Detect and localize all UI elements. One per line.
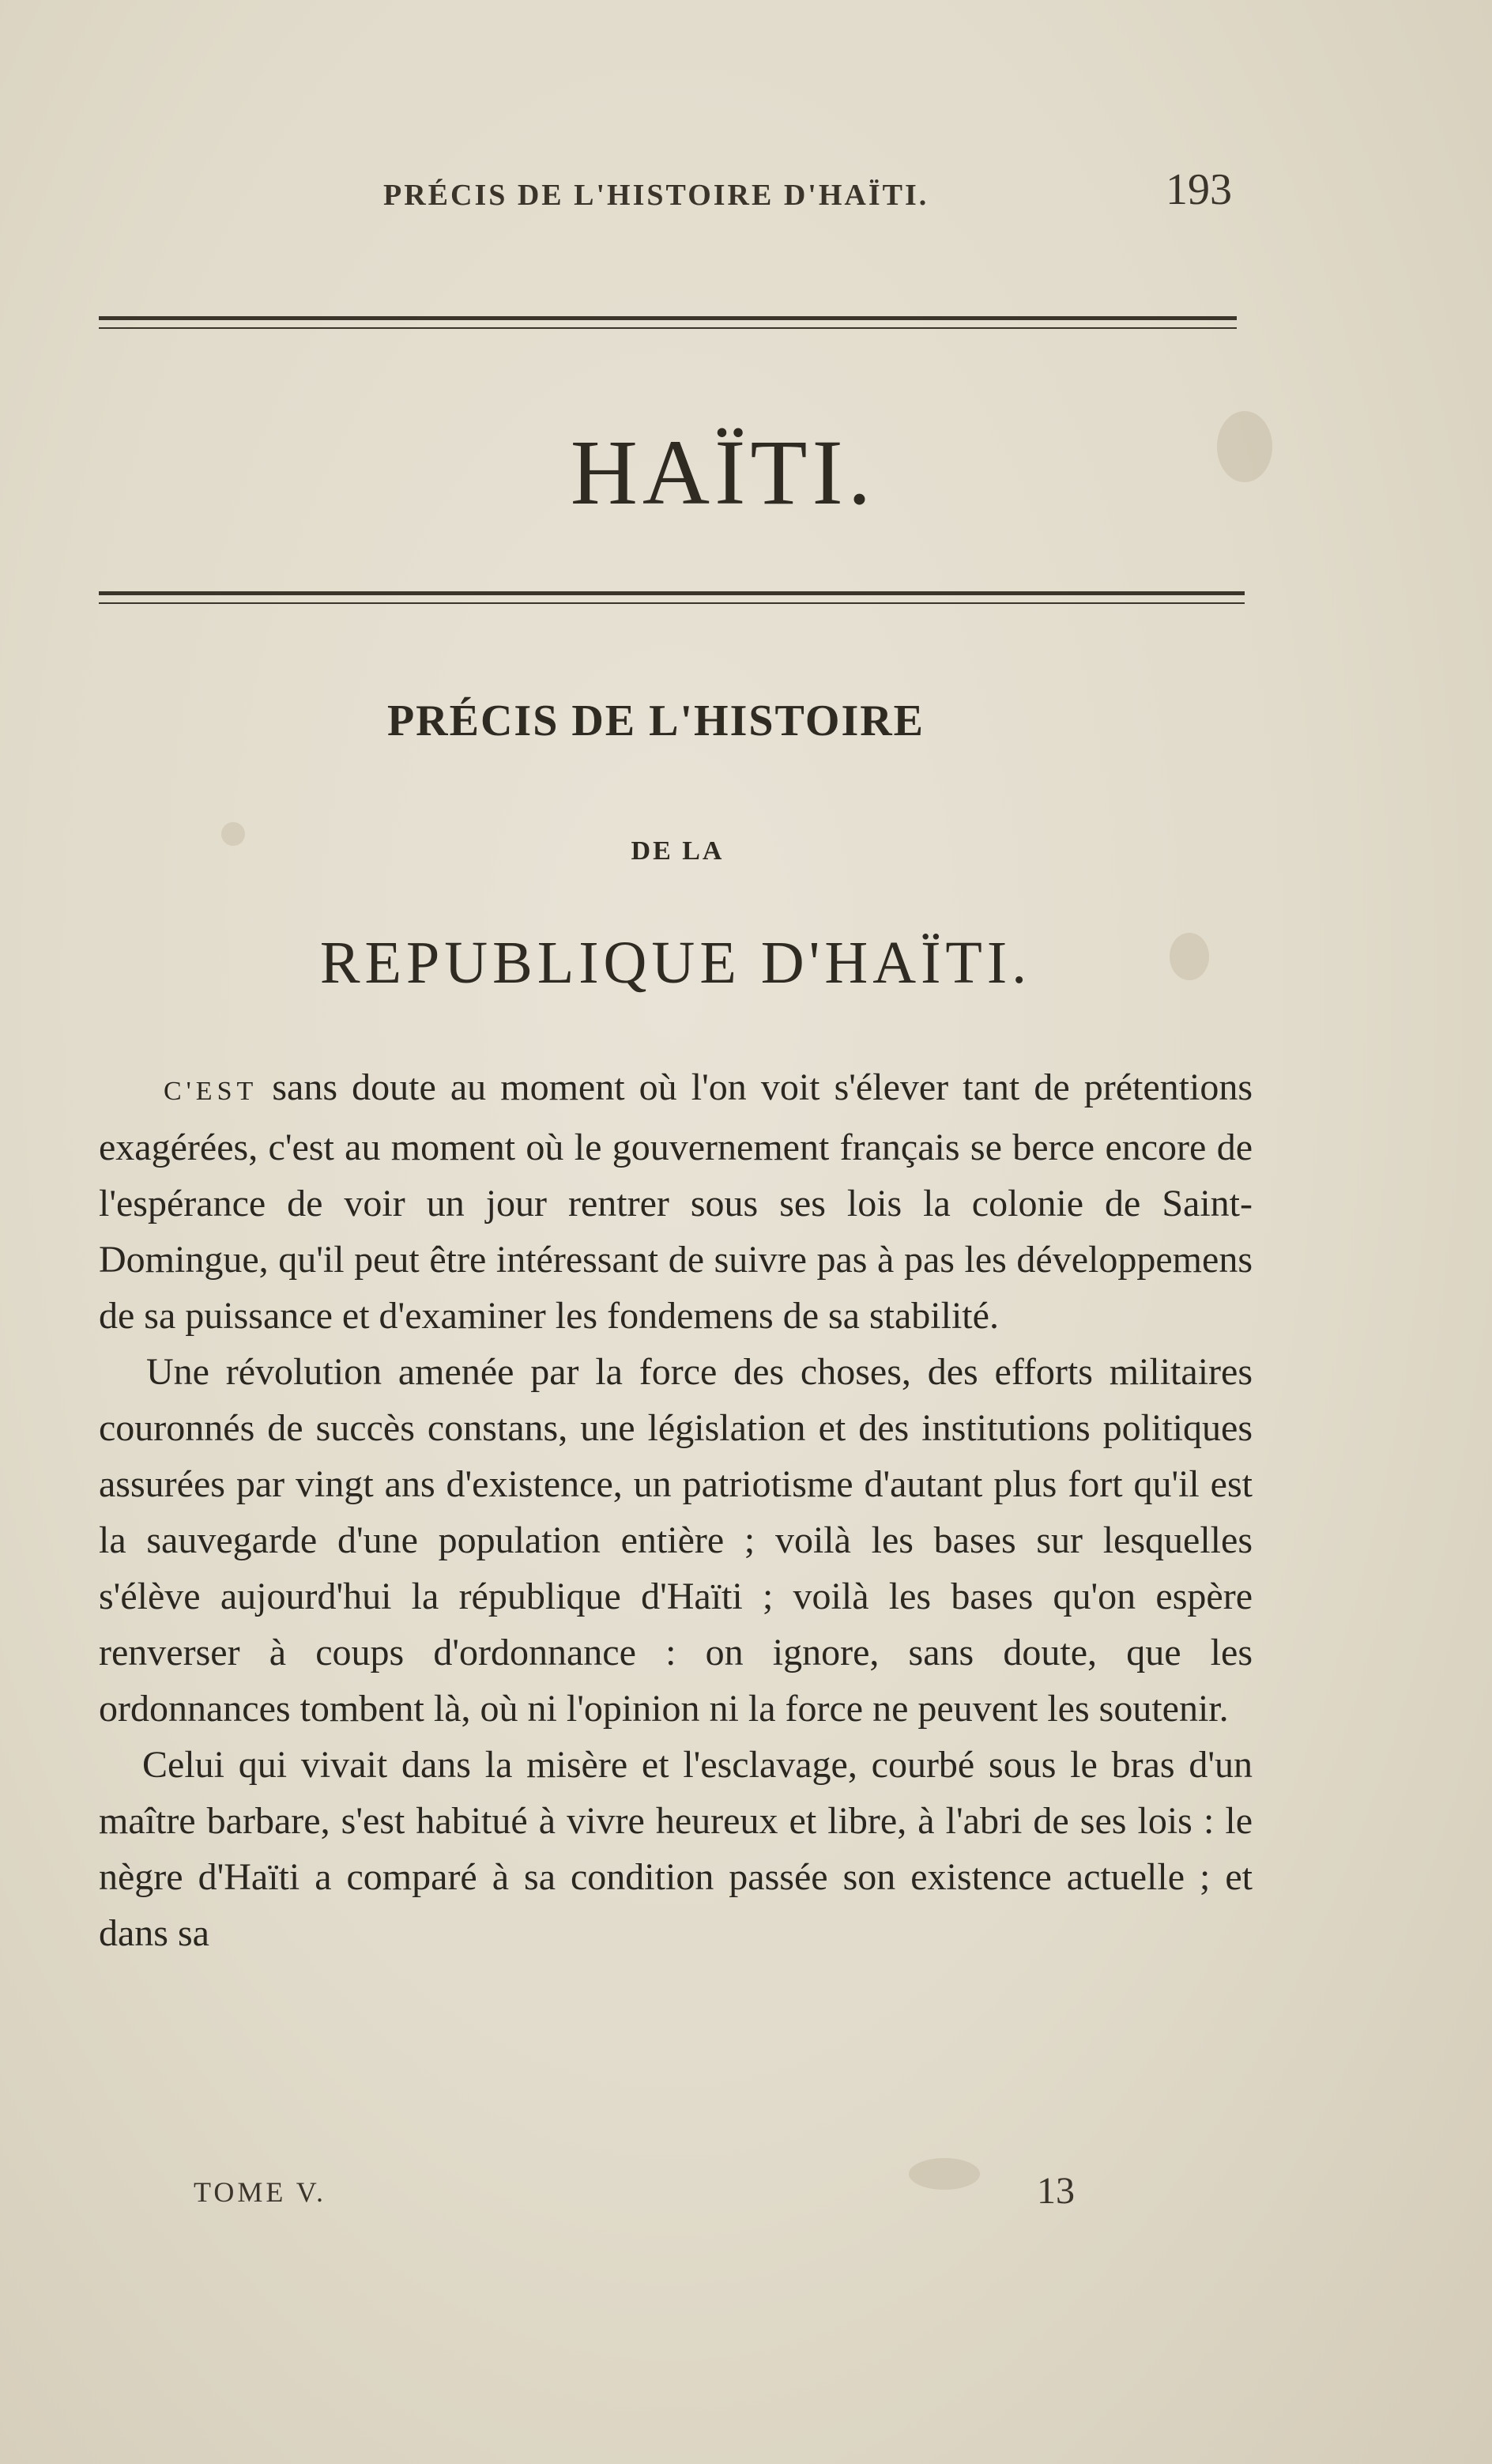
main-title: HAÏTI. (570, 421, 876, 524)
subtitle-line-1: PRÉCIS DE L'HISTOIRE (386, 696, 925, 745)
signature-mark: TOME V. (194, 2176, 327, 2208)
title-rule-thick (99, 591, 1245, 595)
title-rule-thin (99, 602, 1245, 604)
body-text (99, 1059, 1253, 1961)
running-head: PRÉCIS DE L'HISTOIRE D'HAÏTI. (383, 179, 929, 212)
page-number: 193 (1166, 165, 1232, 214)
signature-number: 13 (1037, 2170, 1075, 2212)
dropcap-word: C'EST (164, 1077, 258, 1106)
paragraph-3: Celui qui vivait dans la misère et l'esclavage, courbé sous le bras d'un maître barbare, s'est habitué à vivre heureux et libre, à l'abri de ses lois : le nègre d'Haïti a comparé à sa condition passée son existence actuelle ; et dans sa (99, 1744, 1253, 1954)
subtitle-line-2: DE LA (631, 836, 725, 866)
paragraph-2: Une révolution amenée par la force des choses, des efforts militaires couronnés de succès constans, une législation et des institutions politiques assurées par vingt ans d'existence, un patriotisme d'autant plus fort qu'il est la sauvegarde d'une population entière ; voilà les bases sur lesquelles s'élève aujourd'hui la république d'Haïti ; voilà les bases qu'on espère renverser à coups d'ordonnance : on ignore, sans doute, que les ordonnances tombent là, où ni l'opinion ni la force ne peuvent les soutenir. (99, 1351, 1253, 1730)
top-rule-thin (99, 327, 1237, 329)
paragraph-1 (99, 1059, 1253, 1344)
top-rule-thick (99, 316, 1237, 320)
paper-stain (909, 2158, 980, 2190)
paragraph-1-text: sans doute au moment où l'on voit s'élever tant de prétentions exagérées, c'est au moment où le gouvernement français se berce encore de l'espérance de voir un jour rentrer sous ses lois la colonie de Saint-Domingue, qu'il peut être intéressant de suivre pas à pas les développemens de sa puissance et d'examiner les fondemens de sa stabilité. (99, 1066, 1253, 1337)
subtitle-line-3: REPUBLIQUE D'HAÏTI. (319, 930, 1032, 996)
